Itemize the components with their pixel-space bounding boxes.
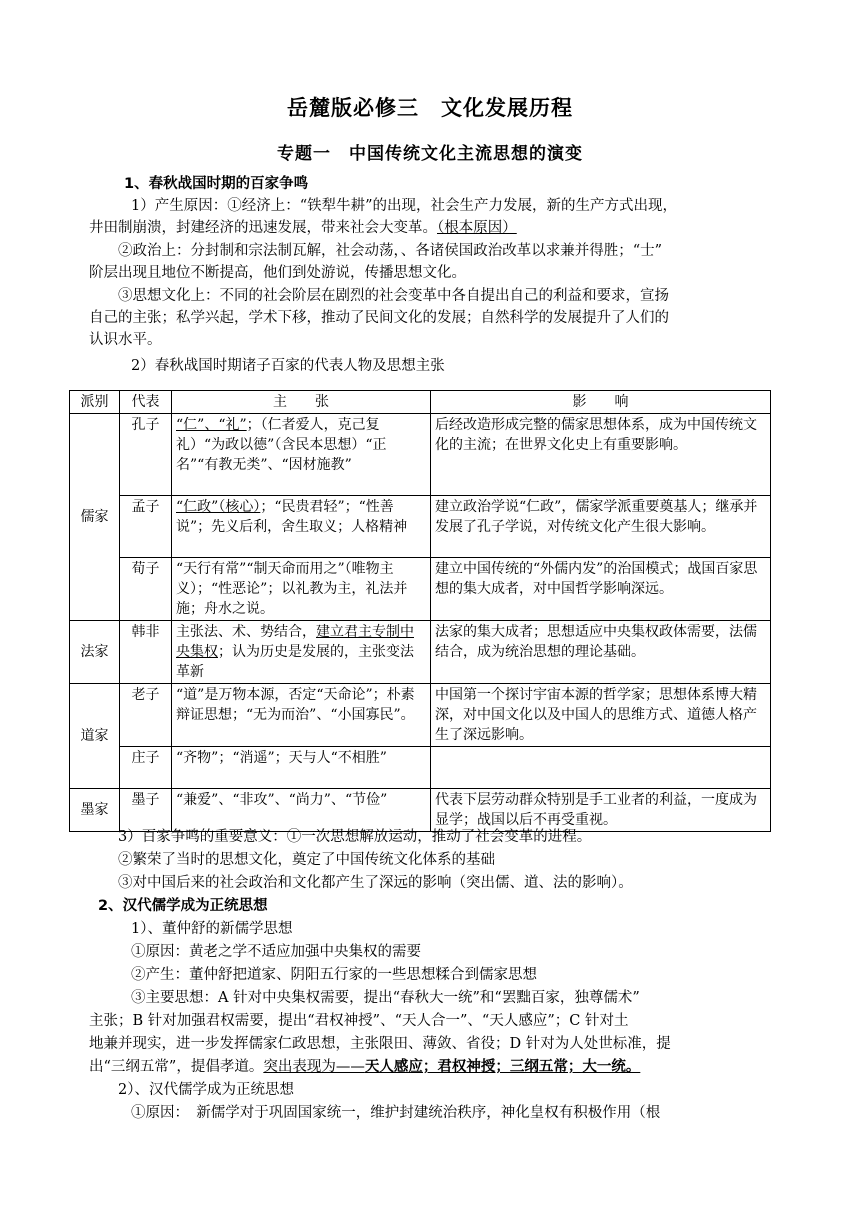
school-cell: 儒家 (70, 414, 120, 621)
text: ；（仁者爱人，克己复礼）“为政以德”（含民本思想）“正名”“有教无类”、“因材施教” (176, 417, 387, 473)
table-row (70, 496, 771, 558)
rep-cell: 墨子 (120, 789, 172, 832)
paragraph: 1）产生原因：①经济上：“铁犁牛耕”的出现，社会生产力发展，新的生产方式出现， (131, 198, 678, 214)
idea-cell: “兼爱”、“非攻”、“尚力”、“节俭” (172, 789, 431, 832)
underlined-bold-text: 天人感应；君权神授；三纲五常；大一统。 (364, 1059, 641, 1075)
table-header-row (70, 391, 771, 414)
table-row (70, 747, 771, 789)
underlined-text: 突出表现为—— (263, 1059, 365, 1075)
idea-cell: “齐物”；“消遥”；天与人“不相胜” (172, 747, 431, 789)
section2-heading: 2、汉代儒学成为正统思想 (98, 898, 268, 914)
paragraph: ②政治上：分封制和宗法制瓦解，社会动荡，、各诸侯国政治改革以求兼并得胜；“士” (118, 243, 663, 259)
idea-cell: “天行有常”“制天命而用之”（唯物主义）；“性恶论”；以礼教为主，礼法并施；舟水之说。 (172, 558, 431, 621)
underlined-text: “仁政”（核心） (176, 499, 261, 515)
paragraph: ③主要思想：A 针对中央集权需要，提出“春秋大一统”和“罢黜百家，独尊儒术” (131, 990, 640, 1006)
rep-cell: 庄子 (120, 747, 172, 789)
paragraph: ②繁荣了当时的思想文化，奠定了中国传统文化体系的基础 (118, 852, 495, 868)
paragraph: 1）、董仲舒的新儒学思想 (131, 921, 293, 937)
influence-cell: 中国第一个探讨宇宙本源的哲学家；思想体系博大精深，对中国文化以及中国人的思维方式、道德人格产生了深远影响。 (431, 684, 771, 747)
table-row (70, 558, 771, 621)
school-cell: 道家 (70, 684, 120, 789)
underlined-text: “仁”、“礼” (176, 417, 247, 433)
idea-cell (172, 621, 431, 684)
influence-cell: 后经改造形成完整的儒家思想体系，成为中国传统文化的主流；在世界文化史上有重要影响。 (431, 414, 771, 496)
underlined-text: 建立君主专制中央集权 (176, 624, 414, 660)
rep-cell: 老子 (120, 684, 172, 747)
schools-table (69, 390, 771, 832)
school-cell: 墨家 (70, 789, 120, 832)
idea-cell: “道”是万物本源，否定“天命论”；朴素辩证思想；“无为而治”、“小国寡民”。 (172, 684, 431, 747)
text: ；“民贵君轻”；“性善说”；先义后利，舍生取义；人格精神 (176, 499, 408, 535)
text: 井田制崩溃，封建经济的迅速发展，带来社会大变革。 (89, 220, 437, 236)
idea-cell (172, 414, 431, 496)
paragraph: ②产生：董仲舒把道家、阴阳五行家的一些思想糅合到儒家思想 (131, 967, 537, 983)
section1-heading: 1、春秋战国时期的百家争鸣 (124, 176, 309, 192)
text: 主张法、术、势结合， (176, 624, 316, 640)
paragraph: 认识水平。 (89, 332, 162, 348)
rep-cell: 韩非 (120, 621, 172, 684)
paragraph: ①原因： 新儒学对于巩固国家统一，维护封建统治秩序，神化皇权有积极作用（根 (131, 1105, 661, 1121)
paragraph: 2）春秋战国时期诸子百家的代表人物及思想主张 (131, 358, 445, 374)
idea-cell (172, 496, 431, 558)
paragraph: 阶层出现且地位不断提高，他们到处游说，传播思想文化。 (89, 265, 466, 281)
school-cell: 法家 (70, 621, 120, 684)
influence-cell: 建立政治学说“仁政”，儒家学派重要奠基人；继承并发展了孔子学说，对传统文化产生很大影响。 (431, 496, 771, 558)
influence-cell: 代表下层劳动群众特别是手工业者的利益，一度成为显学；战国以后不再受重视。 (431, 789, 771, 832)
document-title: 岳麓版必修三 文化发展历程 (287, 96, 573, 120)
rep-cell: 孔子 (120, 414, 172, 496)
paragraph (89, 1056, 640, 1078)
topic-title: 专题一 中国传统文化主流思想的演变 (277, 144, 583, 164)
paragraph: 3）百家争鸣的重要意义：①一次思想解放运动，推动了社会变革的进程。 (118, 829, 592, 845)
paragraph: ③思想文化上：不同的社会阶层在剧烈的社会变革中各自提出自己的利益和要求，宣扬 (118, 288, 669, 304)
influence-cell: 法家的集大成者；思想适应中央集权政体需要，法儒结合，成为统治思想的理论基础。 (431, 621, 771, 684)
table-row (70, 414, 771, 496)
rep-cell: 荀子 (120, 558, 172, 621)
table-row (70, 684, 771, 747)
text: 出“三纲五常”，提倡孝道。 (89, 1059, 264, 1075)
header-idea: 主 张 (172, 391, 431, 414)
influence-cell: 建立中国传统的“外儒内发”的治国模式；战国百家思想的集大成者，对中国哲学影响深远。 (431, 558, 771, 621)
paragraph: 2）、汉代儒学成为正统思想 (118, 1082, 294, 1098)
header-school: 派别 (70, 391, 120, 414)
table-row (70, 621, 771, 684)
header-influence: 影 响 (431, 391, 771, 414)
text: ；认为历史是发展的，主张变法革新 (176, 644, 414, 680)
influence-cell (431, 747, 771, 789)
header-rep: 代表 (120, 391, 172, 414)
paragraph: 主张；B 针对加强君权需要，提出“君权神授”、“天人合一”、“天人感应”；C 针对土 (89, 1013, 629, 1029)
rep-cell: 孟子 (120, 496, 172, 558)
paragraph: ①原因：黄老之学不适应加强中央集权的需要 (131, 944, 421, 960)
paragraph: ③对中国后来的社会政治和文化都产生了深远的影响（突出儒、道、法的影响）。 (118, 875, 633, 891)
underlined-text: （根本原因） (437, 220, 517, 236)
paragraph (89, 217, 517, 239)
paragraph: 自己的主张；私学兴起，学术下移，推动了民间文化的发展；自然科学的发展提升了人们的 (89, 310, 669, 326)
paragraph: 地兼并现实，进一步发挥儒家仁政思想，主张限田、薄敛、省役；D 针对为人处世标准，提 (89, 1036, 671, 1052)
